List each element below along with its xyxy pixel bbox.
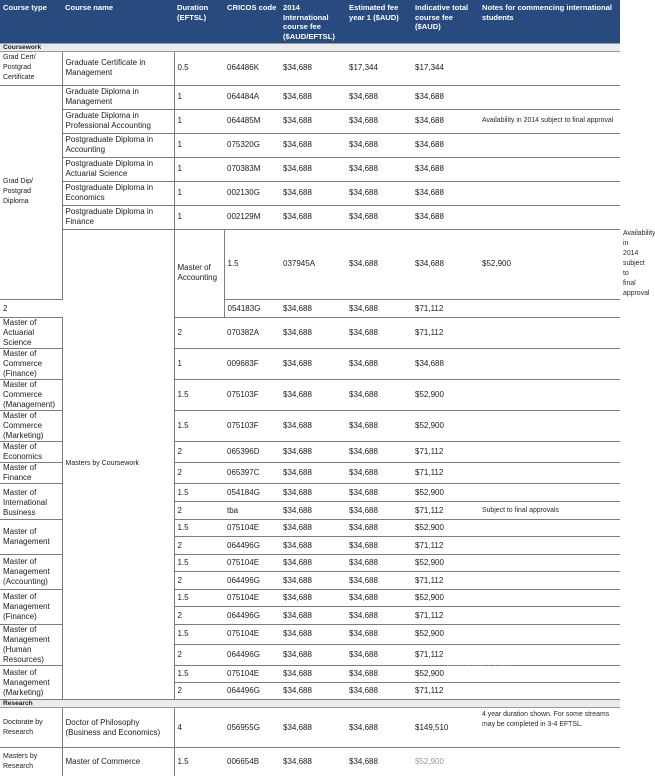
- intl-fee-cell: $34,688: [280, 318, 346, 349]
- intl-fee-cell: $34,688: [280, 607, 346, 625]
- year1-fee-cell: $34,688: [346, 520, 412, 537]
- course-name-cell: Master of Management (Marketing): [0, 666, 62, 700]
- cricos-cell: 065397C: [224, 463, 280, 484]
- notes-cell: [479, 748, 620, 776]
- course-name-cell: Master of Economics: [0, 442, 62, 463]
- header-international-fee: 2014 International course fee ($AUD/EFTSL): [280, 0, 346, 43]
- total-fee-cell: $52,900: [479, 229, 620, 300]
- cricos-cell: 070382A: [224, 318, 280, 349]
- course-name-cell: Master of Finance: [0, 463, 62, 484]
- duration-cell: 1.5: [174, 666, 224, 683]
- duration-cell: 2: [174, 607, 224, 625]
- duration-cell: 0.5: [174, 51, 224, 85]
- cricos-cell: 002130G: [224, 181, 280, 205]
- course-type-cell: Grad Cert/ Postgrad Certificate: [0, 51, 62, 85]
- header-duration: Duration (EFTSL): [174, 0, 224, 43]
- notes-cell: [479, 318, 620, 349]
- cricos-cell: 075104E: [224, 590, 280, 607]
- cricos-cell: 064496G: [224, 683, 280, 700]
- duration-cell: 1.5: [174, 380, 224, 411]
- course-name-cell: Graduate Certificate in Management: [62, 51, 174, 85]
- year1-fee-cell: $34,688: [346, 502, 412, 520]
- notes-cell: [479, 607, 620, 625]
- year1-fee-cell: $34,688: [346, 537, 412, 555]
- total-fee-cell: $71,112: [412, 537, 479, 555]
- intl-fee-cell: $34,688: [280, 537, 346, 555]
- year1-fee-cell: $34,688: [346, 708, 412, 748]
- intl-fee-cell: $34,688: [280, 555, 346, 572]
- table-header: [0, 0, 620, 43]
- section-label-coursework: Coursework: [0, 43, 620, 51]
- year1-fee-cell: $34,688: [346, 572, 412, 590]
- year1-fee-cell: $34,688: [346, 484, 412, 502]
- year1-fee-cell: $34,688: [346, 300, 412, 318]
- cricos-cell: 064484A: [224, 85, 280, 109]
- notes-cell: [479, 380, 620, 411]
- duration-cell: 2: [174, 463, 224, 484]
- duration-cell: 1.5: [174, 625, 224, 645]
- notes-cell: [479, 683, 620, 700]
- total-fee-cell: $71,112: [412, 502, 479, 520]
- year1-fee-cell: $34,688: [346, 349, 412, 380]
- year1-fee-cell: $34,688: [346, 205, 412, 229]
- total-fee-cell: $34,688: [412, 181, 479, 205]
- course-name-cell: Postgraduate Diploma in Accounting: [62, 133, 174, 157]
- header-cricos-code: CRICOS code: [224, 0, 280, 43]
- cricos-cell: 065396D: [224, 442, 280, 463]
- header-indicative-total-fee: Indicative total course fee ($AUD): [412, 0, 479, 43]
- table-row: [0, 181, 620, 205]
- intl-fee-cell: $34,688: [283, 756, 312, 766]
- intl-fee-cell: $34,688: [280, 300, 346, 318]
- total-fee-cell: $52,900: [412, 411, 479, 442]
- notes-cell: [479, 590, 620, 607]
- total-fee-cell: $52,900: [412, 484, 479, 502]
- intl-fee-cell: $34,688: [280, 157, 346, 181]
- cricos-cell: 064485M: [224, 109, 280, 133]
- cricos-cell: 064496G: [224, 572, 280, 590]
- notes-cell: [479, 300, 620, 318]
- cricos-cell: 054184G: [224, 484, 280, 502]
- course-name-cell: Master of International Business: [0, 484, 62, 520]
- duration-cell: 2: [174, 572, 224, 590]
- intl-fee-cell: $34,688: [280, 442, 346, 463]
- intl-fee-cell: $34,688: [280, 205, 346, 229]
- course-type-cell: Masters by Research: [0, 748, 62, 776]
- table-row: [0, 157, 620, 181]
- course-name-cell: Master of Management (Accounting): [0, 555, 62, 590]
- cricos-cell: 002129M: [224, 205, 280, 229]
- intl-fee-cell: $34,688: [280, 181, 346, 205]
- course-name-cell: Graduate Diploma in Professional Accounting: [62, 109, 174, 133]
- course-name-cell: Master of Commerce (Marketing): [0, 411, 62, 442]
- table-row: [0, 708, 620, 748]
- year1-fee-cell: $34,688: [346, 607, 412, 625]
- course-name-cell: Master of Commerce (Finance): [0, 349, 62, 380]
- notes-cell: [479, 205, 620, 229]
- course-name-cell: Master of Management: [0, 520, 62, 555]
- total-fee-cell: $34,688: [412, 85, 479, 109]
- intl-fee-cell: $34,688: [280, 644, 346, 665]
- cricos-cell: 037945A: [280, 229, 346, 300]
- year1-fee-cell: $34,688: [346, 181, 412, 205]
- notes-cell: Subject to final approvals: [479, 502, 620, 520]
- course-name-cell: Graduate Diploma in Management: [62, 85, 174, 109]
- duration-cell: 1: [174, 85, 224, 109]
- duration-cell: 1.5: [174, 555, 224, 572]
- cricos-cell: 075103F: [224, 411, 280, 442]
- cricos-cell: 009683F: [224, 349, 280, 380]
- intl-fee-cell: $34,688: [280, 109, 346, 133]
- notes-cell: [479, 85, 620, 109]
- year1-fee-cell: $34,688: [346, 442, 412, 463]
- course-name-cell: Master of Commerce (Management): [0, 380, 62, 411]
- notes-cell: [479, 520, 620, 537]
- cricos-cell: 075320G: [224, 133, 280, 157]
- cricos-cell: 056955G: [224, 708, 280, 748]
- notes-cell: [479, 442, 620, 463]
- year1-fee-cell: $34,688: [346, 318, 412, 349]
- duration-cell: 1: [174, 181, 224, 205]
- notes-cell: [479, 537, 620, 555]
- duration-cell: 1.5: [174, 520, 224, 537]
- total-fee-cell: $71,112: [412, 463, 479, 484]
- total-fee-cell: $34,688: [412, 157, 479, 181]
- section-label-research: Research: [0, 700, 620, 708]
- cricos-cell: tba: [224, 502, 280, 520]
- total-fee-cell: $52,900: [412, 625, 479, 645]
- duration-cell: 2: [174, 442, 224, 463]
- table-row: [0, 205, 620, 229]
- cricos-cell: 054183G: [224, 300, 280, 318]
- notes-cell: [479, 133, 620, 157]
- year1-fee-cell: $34,688: [412, 229, 479, 300]
- notes-cell: [479, 463, 620, 484]
- total-fee-cell: $71,112: [412, 607, 479, 625]
- duration-cell: 2: [174, 537, 224, 555]
- intl-fee-cell: $34,688: [280, 380, 346, 411]
- course-name-cell: Postgraduate Diploma in Economics: [62, 181, 174, 205]
- notes-cell: Availability in 2014 subject to final approval: [479, 109, 620, 133]
- year1-fee-cell: $34,688: [346, 380, 412, 411]
- section-row: [0, 700, 620, 708]
- notes-cell: [479, 51, 620, 85]
- cricos-cell: 075104E: [224, 520, 280, 537]
- notes-cell: [479, 572, 620, 590]
- year1-fee-cell: $34,688: [349, 756, 378, 766]
- cricos-cell: 070383M: [224, 157, 280, 181]
- total-fee-cell: $52,900: [412, 590, 479, 607]
- cricos-cell: 006654B: [227, 756, 260, 766]
- duration-cell: 4: [174, 708, 224, 748]
- duration-cell: 1: [174, 205, 224, 229]
- table-row: Masters by Coursework Master of Accounting 1.5 037945A $34,688 $34,688 $52,900 Availability in 2014 subject to final approval: [0, 229, 620, 300]
- year1-fee-cell: $34,688: [346, 109, 412, 133]
- total-fee-cell: $34,688: [412, 349, 479, 380]
- year1-fee-cell: $34,688: [346, 666, 412, 683]
- intl-fee-cell: $34,688: [280, 463, 346, 484]
- cricos-cell: 075103F: [224, 380, 280, 411]
- intl-fee-cell: $34,688: [280, 349, 346, 380]
- course-name-cell: Postgraduate Diploma in Finance: [62, 205, 174, 229]
- table-row: [0, 51, 620, 85]
- duration-cell: 2: [174, 644, 224, 665]
- notes-cell: [479, 484, 620, 502]
- year1-fee-cell: $34,688: [346, 157, 412, 181]
- total-fee-cell: $71,112: [412, 300, 479, 318]
- intl-fee-cell: $34,688: [280, 411, 346, 442]
- cricos-cell: 075104E: [224, 555, 280, 572]
- header-course-type: Course type: [0, 0, 62, 43]
- intl-fee-cell: $34,688: [280, 484, 346, 502]
- duration-cell: 1.5: [174, 411, 224, 442]
- course-name-cell: Master of Commerce: [62, 748, 174, 776]
- cricos-cell: 064496G: [224, 537, 280, 555]
- course-name-cell: Doctor of Philosophy (Business and Economics): [62, 708, 174, 748]
- course-name-cell: Master of Actuarial Science: [0, 318, 62, 349]
- duration-cell: 1.5: [177, 756, 189, 766]
- total-fee-cell: $52,900: [412, 555, 479, 572]
- year1-fee-cell: $17,344: [346, 51, 412, 85]
- duration-cell: 2: [174, 318, 224, 349]
- intl-fee-cell: $34,688: [280, 590, 346, 607]
- notes-cell: [479, 181, 620, 205]
- year1-fee-cell: $34,688: [346, 590, 412, 607]
- total-fee-cell: $52,900: [415, 756, 444, 766]
- total-fee-cell: $71,112: [412, 572, 479, 590]
- intl-fee-cell: $34,688: [280, 85, 346, 109]
- total-fee-cell: $52,900: [412, 520, 479, 537]
- duration-cell: 1: [174, 133, 224, 157]
- total-fee-cell: $52,900: [412, 380, 479, 411]
- duration-cell: 1: [174, 349, 224, 380]
- cricos-cell: 075104E: [224, 666, 280, 683]
- duration-cell: 1.5: [174, 590, 224, 607]
- year1-fee-cell: $34,688: [346, 463, 412, 484]
- intl-fee-cell: $34,688: [280, 683, 346, 700]
- duration-cell: 2: [0, 300, 62, 318]
- table-row: [0, 748, 620, 776]
- total-fee-cell: $71,112: [412, 644, 479, 665]
- cricos-cell: 075104E: [224, 625, 280, 645]
- intl-fee-cell: $34,688: [346, 229, 412, 300]
- total-fee-cell: $34,688: [412, 109, 479, 133]
- duration-cell: 1.5: [174, 484, 224, 502]
- intl-fee-cell: $34,688: [280, 502, 346, 520]
- course-name-cell: Master of Management (Finance): [0, 590, 62, 625]
- header-estimated-fee-year1: Estimated fee year 1 ($AUD): [346, 0, 412, 43]
- total-fee-cell: $149,510: [412, 708, 479, 748]
- intl-fee-cell: $34,688: [280, 133, 346, 157]
- course-name-cell: Master of Accounting: [174, 229, 224, 318]
- cricos-cell: 064496G: [224, 607, 280, 625]
- notes-cell: [479, 157, 620, 181]
- total-fee-cell: $71,112: [412, 318, 479, 349]
- table-row: [0, 109, 620, 133]
- notes-cell: [479, 625, 620, 645]
- total-fee-cell: $17,344: [412, 51, 479, 85]
- intl-fee-cell: $34,688: [280, 520, 346, 537]
- intl-fee-cell: $34,688: [280, 708, 346, 748]
- notes-cell: [479, 349, 620, 380]
- notes-cell: [479, 555, 620, 572]
- table-row: [0, 85, 620, 109]
- duration-cell: 2: [174, 683, 224, 700]
- course-type-cell: Masters by Coursework: [62, 229, 174, 700]
- year1-fee-cell: $34,688: [346, 411, 412, 442]
- year1-fee-cell: $34,688: [346, 555, 412, 572]
- duration-cell: 2: [174, 502, 224, 520]
- notes-cell: [479, 411, 620, 442]
- header-notes: Notes for commencing international students: [479, 0, 620, 43]
- cricos-cell: 064496G: [224, 644, 280, 665]
- course-type-cell: Grad Dip/ Postgrad Diploma: [0, 85, 62, 300]
- intl-fee-cell: $34,688: [280, 625, 346, 645]
- course-name-cell: Postgraduate Diploma in Actuarial Science: [62, 157, 174, 181]
- year1-fee-cell: $34,688: [346, 133, 412, 157]
- total-fee-cell: $34,688: [412, 205, 479, 229]
- total-fee-cell: $71,112: [412, 683, 479, 700]
- intl-fee-cell: $34,688: [280, 51, 346, 85]
- year1-fee-cell: $34,688: [346, 683, 412, 700]
- total-fee-cell: $34,688: [412, 133, 479, 157]
- year1-fee-cell: $34,688: [346, 644, 412, 665]
- intl-fee-cell: $34,688: [280, 572, 346, 590]
- table-row: [0, 133, 620, 157]
- year1-fee-cell: $34,688: [346, 625, 412, 645]
- duration-cell: 1: [174, 109, 224, 133]
- duration-cell: 1: [174, 157, 224, 181]
- cricos-cell: 064486K: [224, 51, 280, 85]
- notes-cell: 4 year duration shown. For some streams may be completed in 3-4 EFTSL.: [479, 708, 620, 748]
- course-name-cell: Master of Management (Human Resources): [0, 625, 62, 666]
- header-course-name: Course name: [62, 0, 174, 43]
- total-fee-cell: $71,112: [412, 442, 479, 463]
- section-row: [0, 43, 620, 51]
- total-fee-cell: $52,900: [412, 666, 479, 683]
- duration-cell: 1.5: [224, 229, 280, 300]
- intl-fee-cell: $34,688: [280, 666, 346, 683]
- year1-fee-cell: $34,688: [346, 85, 412, 109]
- course-type-cell: Doctorate by Research: [0, 708, 62, 748]
- watermark: · · · · · · · · · ·: [446, 661, 512, 670]
